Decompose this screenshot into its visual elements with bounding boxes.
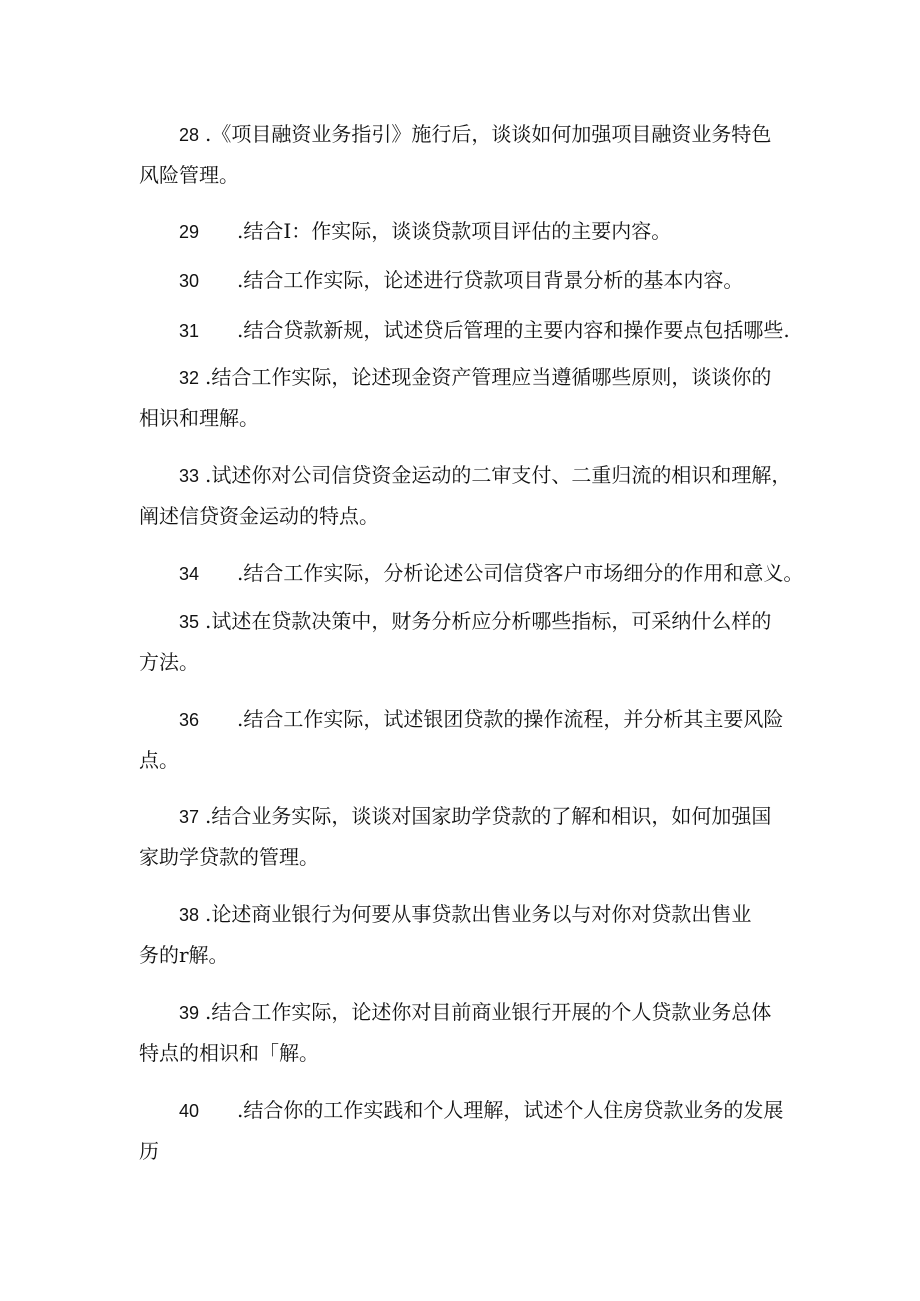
question-39 bbox=[139, 992, 799, 1073]
question-text: .结合工作实际，试述银团贷款的操作流程，并分析其主要风险 bbox=[237, 707, 784, 731]
question-text: .试述你对公司信贷资金运动的二审支付、二重归流的相识和理解， bbox=[205, 463, 792, 487]
question-36 bbox=[139, 699, 799, 780]
question-38 bbox=[139, 894, 799, 975]
question-continuation: 相识和理解。 bbox=[139, 406, 259, 430]
question-32 bbox=[139, 357, 799, 438]
question-number: 40 bbox=[179, 1101, 200, 1121]
question-text: .结合业务实际，谈谈对国家助学贷款的了解和相识，如何加强国 bbox=[205, 804, 772, 828]
question-35 bbox=[139, 601, 799, 682]
question-number: 34 bbox=[179, 564, 200, 584]
question-text: .结合工作实际，论述现金资产管理应当遵循哪些原则，谈谈你的 bbox=[205, 365, 772, 389]
question-text: .结合I：作实际，谈谈贷款项目评估的主要内容。 bbox=[237, 219, 672, 243]
question-text: .结合你的工作实践和个人理解，试述个人住房贷款业务的发展 bbox=[237, 1098, 784, 1122]
question-number: 28 bbox=[179, 125, 200, 145]
question-number: 33 bbox=[179, 466, 200, 486]
question-text: .结合工作实际，论述进行贷款项目背景分析的基本内容。 bbox=[237, 268, 744, 292]
question-continuation: 点。 bbox=[139, 748, 179, 772]
question-continuation: 方法。 bbox=[139, 650, 199, 674]
question-number: 29 bbox=[179, 222, 200, 242]
question-number: 38 bbox=[179, 905, 200, 925]
question-number: 39 bbox=[179, 1003, 200, 1023]
question-33 bbox=[139, 455, 799, 536]
question-28 bbox=[139, 114, 799, 195]
question-continuation: 特点的相识和「解。 bbox=[139, 1041, 319, 1065]
question-31 bbox=[139, 310, 799, 351]
question-34 bbox=[139, 553, 804, 594]
question-text: .论述商业银行为何要从事贷款出售业务以与对你对贷款出售业 bbox=[205, 902, 752, 926]
question-number: 32 bbox=[179, 368, 200, 388]
question-40 bbox=[139, 1090, 799, 1171]
question-number: 30 bbox=[179, 271, 200, 291]
question-continuation: 阐述信贷资金运动的特点。 bbox=[139, 504, 379, 528]
question-continuation: 务的r解。 bbox=[139, 943, 229, 967]
question-number: 36 bbox=[179, 710, 200, 730]
question-37 bbox=[139, 796, 799, 877]
question-continuation: 家助学贷款的管理。 bbox=[139, 845, 319, 869]
question-29 bbox=[139, 211, 799, 252]
question-number: 31 bbox=[179, 321, 200, 341]
question-text: .结合工作实际，论述你对目前商业银行开展的个人贷款业务总体 bbox=[205, 1000, 772, 1024]
question-text: .试述在贷款决策中，财务分析应分析哪些指标，可采纳什么样的 bbox=[205, 609, 772, 633]
question-text: .结合贷款新规，试述贷后管理的主要内容和操作要点包括哪些. bbox=[237, 318, 790, 342]
question-number: 35 bbox=[179, 612, 200, 632]
question-continuation: 风险管理。 bbox=[139, 163, 239, 187]
question-continuation: 历 bbox=[139, 1139, 159, 1163]
question-text: .《项目融资业务指引》施行后，谈谈如何加强项目融资业务特色 bbox=[205, 122, 772, 146]
question-text: .结合工作实际，分析论述公司信贷客户市场细分的作用和意义。 bbox=[237, 561, 804, 585]
question-number: 37 bbox=[179, 807, 200, 827]
question-30 bbox=[139, 260, 799, 301]
